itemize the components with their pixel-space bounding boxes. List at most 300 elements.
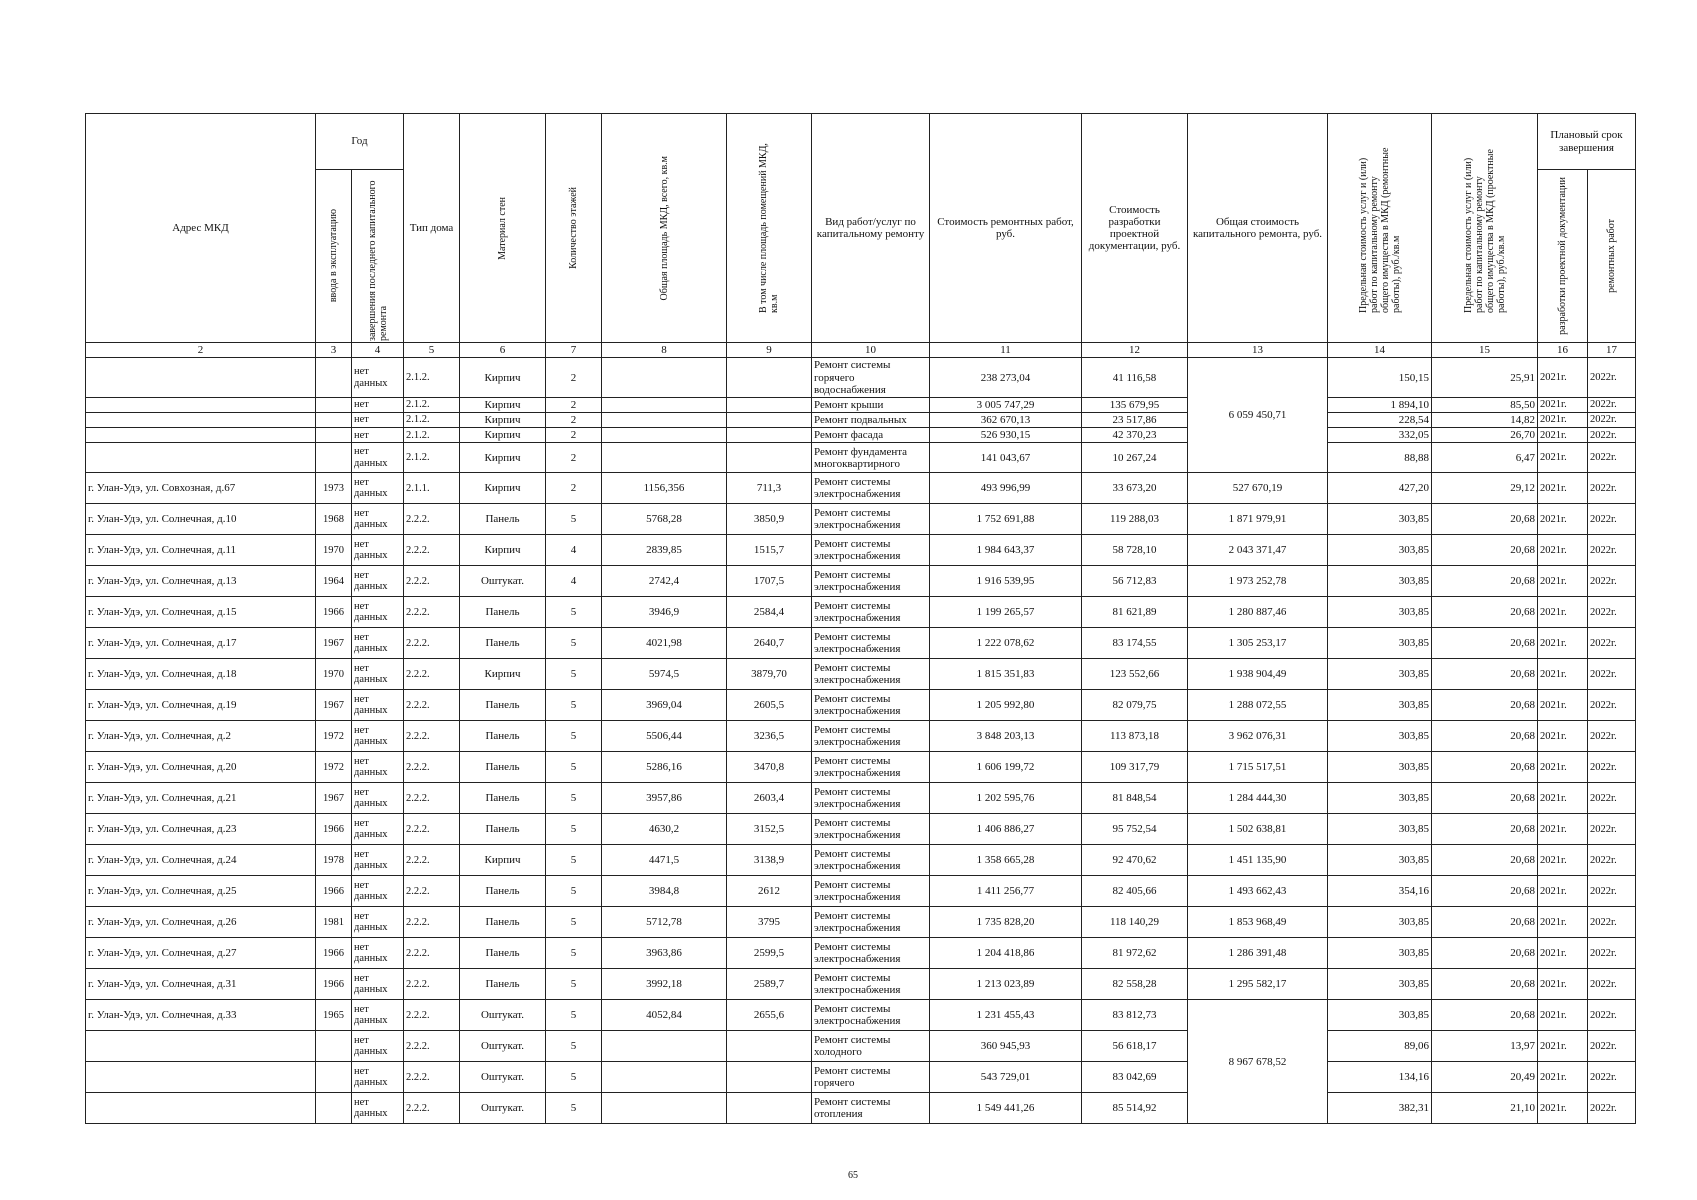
cell-premises-area: 2584,4: [727, 597, 812, 628]
cell-premises-area: 3236,5: [727, 721, 812, 752]
header-deadline-group: Плановый срок завершения: [1538, 114, 1636, 170]
cell-floors: 5: [546, 1031, 602, 1062]
cell-year-last-repair: нет данных: [352, 597, 404, 628]
cell-floors: 5: [546, 1000, 602, 1031]
table-row: [86, 535, 1636, 566]
cell-limit-design: 20,68: [1432, 783, 1538, 814]
cell-deadline-repair: 2022г.: [1588, 1093, 1636, 1124]
cell-deadline-design: 2021г.: [1538, 783, 1588, 814]
cell-design-cost: 123 552,66: [1082, 659, 1188, 690]
cell-year-last-repair: нет данных: [352, 473, 404, 504]
cell-wall-material: Кирпич: [460, 428, 546, 443]
cell-premises-area: 3152,5: [727, 814, 812, 845]
cell-house-type: 2.1.2.: [404, 398, 460, 413]
cell-deadline-repair: 2022г.: [1588, 566, 1636, 597]
column-number: 2: [86, 343, 316, 358]
cell-house-type: 2.2.2.: [404, 783, 460, 814]
table-row: [86, 752, 1636, 783]
cell-floors: 5: [546, 690, 602, 721]
cell-address: [86, 443, 316, 473]
table-row: [86, 907, 1636, 938]
cell-premises-area: 2599,5: [727, 938, 812, 969]
cell-work-type: Ремонт системы электроснабжения: [812, 783, 930, 814]
table-row: [86, 969, 1636, 1000]
cell-total-cost-merged: 8 967 678,52: [1188, 1000, 1328, 1124]
cell-year-commission: 1966: [316, 969, 352, 1000]
header-house-type: Тип дома: [404, 114, 460, 343]
cell-deadline-repair: 2022г.: [1588, 398, 1636, 413]
cell-year-commission: 1981: [316, 907, 352, 938]
page-number: 65: [848, 1170, 858, 1181]
cell-repair-cost: 1 358 665,28: [930, 845, 1082, 876]
cell-limit-design: 29,12: [1432, 473, 1538, 504]
cell-year-commission: 1966: [316, 938, 352, 969]
cell-deadline-design: 2021г.: [1538, 1062, 1588, 1093]
cell-repair-cost: 1 202 595,76: [930, 783, 1082, 814]
cell-house-type: 2.2.2.: [404, 1031, 460, 1062]
cell-deadline-repair: 2022г.: [1588, 969, 1636, 1000]
cell-deadline-repair: 2022г.: [1588, 504, 1636, 535]
cell-limit-repair: 382,31: [1328, 1093, 1432, 1124]
cell-year-commission: 1967: [316, 690, 352, 721]
cell-total-cost: 1 502 638,81: [1188, 814, 1328, 845]
cell-house-type: 2.2.2.: [404, 597, 460, 628]
cell-deadline-repair: 2022г.: [1588, 938, 1636, 969]
cell-premises-area: [727, 443, 812, 473]
cell-house-type: 2.2.2.: [404, 938, 460, 969]
cell-address: г. Улан-Удэ, ул. Солнечная, д.33: [86, 1000, 316, 1031]
table-row: [86, 721, 1636, 752]
cell-repair-cost: 1 406 886,27: [930, 814, 1082, 845]
cell-year-commission: 1964: [316, 566, 352, 597]
header-design-cost: Стоимость разработки проектной документации, руб.: [1082, 114, 1188, 343]
cell-year-commission: [316, 398, 352, 413]
cell-year-last-repair: нет данных: [352, 690, 404, 721]
cell-repair-cost: 1 213 023,89: [930, 969, 1082, 1000]
cell-deadline-design: 2021г.: [1538, 659, 1588, 690]
cell-floors: 4: [546, 535, 602, 566]
cell-design-cost: 41 116,58: [1082, 358, 1188, 398]
cell-total-area: 4052,84: [602, 1000, 727, 1031]
cell-wall-material: Оштукат.: [460, 1031, 546, 1062]
cell-house-type: 2.2.2.: [404, 566, 460, 597]
cell-wall-material: Кирпич: [460, 473, 546, 504]
cell-deadline-design: 2021г.: [1538, 428, 1588, 443]
cell-year-commission: 1972: [316, 752, 352, 783]
cell-premises-area: [727, 428, 812, 443]
cell-year-last-repair: нет данных: [352, 876, 404, 907]
cell-work-type: Ремонт фундамента многоквартирного: [812, 443, 930, 473]
table-row: [86, 783, 1636, 814]
cell-floors: 5: [546, 752, 602, 783]
cell-address: [86, 358, 316, 398]
cell-limit-design: 20,68: [1432, 907, 1538, 938]
cell-limit-design: 25,91: [1432, 358, 1538, 398]
cell-deadline-design: 2021г.: [1538, 845, 1588, 876]
cell-total-area: 2742,4: [602, 566, 727, 597]
cell-year-commission: [316, 428, 352, 443]
table-row: [86, 876, 1636, 907]
cell-work-type: Ремонт системы электроснабжения: [812, 597, 930, 628]
cell-house-type: 2.2.2.: [404, 1093, 460, 1124]
cell-house-type: 2.1.1.: [404, 473, 460, 504]
cell-floors: 5: [546, 783, 602, 814]
header-floors: Количество этажей: [546, 114, 602, 343]
cell-deadline-repair: 2022г.: [1588, 721, 1636, 752]
header-year-group: Год: [316, 114, 404, 170]
cell-repair-cost: 1 549 441,26: [930, 1093, 1082, 1124]
cell-work-type: Ремонт системы электроснабжения: [812, 814, 930, 845]
cell-work-type: Ремонт системы электроснабжения: [812, 504, 930, 535]
cell-design-cost: 81 621,89: [1082, 597, 1188, 628]
cell-year-commission: 1972: [316, 721, 352, 752]
table-row: [86, 628, 1636, 659]
cell-limit-design: 21,10: [1432, 1093, 1538, 1124]
cell-premises-area: [727, 358, 812, 398]
table-row: [86, 938, 1636, 969]
cell-limit-repair: 303,85: [1328, 907, 1432, 938]
cell-design-cost: 56 712,83: [1082, 566, 1188, 597]
cell-year-last-repair: нет данных: [352, 1031, 404, 1062]
cell-work-type: Ремонт системы горячего водоснабжения: [812, 358, 930, 398]
cell-design-cost: 82 558,28: [1082, 969, 1188, 1000]
cell-house-type: 2.2.2.: [404, 907, 460, 938]
cell-limit-design: 20,68: [1432, 814, 1538, 845]
cell-premises-area: 3138,9: [727, 845, 812, 876]
cell-house-type: 2.2.2.: [404, 814, 460, 845]
cell-wall-material: Оштукат.: [460, 1000, 546, 1031]
cell-deadline-design: 2021г.: [1538, 628, 1588, 659]
cell-limit-design: 20,49: [1432, 1062, 1538, 1093]
cell-repair-cost: 1 411 256,77: [930, 876, 1082, 907]
cell-work-type: Ремонт системы электроснабжения: [812, 938, 930, 969]
header-total-area: Общая площадь МКД, всего, кв.м: [602, 114, 727, 343]
cell-design-cost: 92 470,62: [1082, 845, 1188, 876]
cell-repair-cost: 1 752 691,88: [930, 504, 1082, 535]
cell-limit-repair: 354,16: [1328, 876, 1432, 907]
cell-year-commission: 1978: [316, 845, 352, 876]
cell-design-cost: 82 079,75: [1082, 690, 1188, 721]
cell-limit-repair: 303,85: [1328, 659, 1432, 690]
cell-total-cost: 1 286 391,48: [1188, 938, 1328, 969]
header-limit-design: Предельная стоимость услуг и (или) работ по капитальному ремонту общего имущества в МКД (проектные работы), руб./кв.м: [1432, 114, 1538, 343]
cell-wall-material: Кирпич: [460, 413, 546, 428]
cell-year-last-repair: нет данных: [352, 443, 404, 473]
cell-limit-repair: 427,20: [1328, 473, 1432, 504]
cell-deadline-repair: 2022г.: [1588, 535, 1636, 566]
cell-work-type: Ремонт системы электроснабжения: [812, 1000, 930, 1031]
cell-address: [86, 398, 316, 413]
table-row: [86, 597, 1636, 628]
cell-year-last-repair: нет данных: [352, 628, 404, 659]
column-number: 9: [727, 343, 812, 358]
table-row: [86, 1062, 1636, 1093]
cell-floors: 2: [546, 473, 602, 504]
cell-limit-design: 20,68: [1432, 597, 1538, 628]
table-row: [86, 1093, 1636, 1124]
cell-floors: 5: [546, 1062, 602, 1093]
cell-address: г. Улан-Удэ, ул. Солнечная, д.20: [86, 752, 316, 783]
cell-address: г. Улан-Удэ, ул. Солнечная, д.31: [86, 969, 316, 1000]
cell-premises-area: [727, 413, 812, 428]
cell-deadline-repair: 2022г.: [1588, 1062, 1636, 1093]
cell-deadline-repair: 2022г.: [1588, 1000, 1636, 1031]
cell-total-cost: 2 043 371,47: [1188, 535, 1328, 566]
cell-limit-design: 20,68: [1432, 721, 1538, 752]
cell-limit-design: 20,68: [1432, 504, 1538, 535]
cell-limit-repair: 303,85: [1328, 597, 1432, 628]
cell-repair-cost: 1 735 828,20: [930, 907, 1082, 938]
cell-limit-repair: 134,16: [1328, 1062, 1432, 1093]
column-number: 12: [1082, 343, 1188, 358]
column-number: 7: [546, 343, 602, 358]
table-row: [86, 504, 1636, 535]
cell-deadline-repair: 2022г.: [1588, 428, 1636, 443]
cell-total-area: [602, 358, 727, 398]
header-work-type: Вид работ/услуг по капитальному ремонту: [812, 114, 930, 343]
cell-wall-material: Панель: [460, 628, 546, 659]
cell-premises-area: 2612: [727, 876, 812, 907]
cell-deadline-design: 2021г.: [1538, 398, 1588, 413]
header-deadline-repair: ремонтных работ: [1588, 170, 1636, 343]
cell-floors: 2: [546, 358, 602, 398]
table-row: [86, 1031, 1636, 1062]
cell-year-last-repair: нет данных: [352, 907, 404, 938]
cell-year-last-repair: нет: [352, 398, 404, 413]
cell-work-type: Ремонт системы электроснабжения: [812, 566, 930, 597]
cell-design-cost: 113 873,18: [1082, 721, 1188, 752]
cell-deadline-design: 2021г.: [1538, 566, 1588, 597]
cell-work-type: Ремонт системы электроснабжения: [812, 876, 930, 907]
cell-year-commission: 1967: [316, 628, 352, 659]
cell-deadline-design: 2021г.: [1538, 443, 1588, 473]
cell-total-area: 3963,86: [602, 938, 727, 969]
cell-limit-repair: 303,85: [1328, 504, 1432, 535]
cell-house-type: 2.2.2.: [404, 752, 460, 783]
cell-premises-area: [727, 1031, 812, 1062]
cell-work-type: Ремонт системы горячего: [812, 1062, 930, 1093]
cell-limit-repair: 303,85: [1328, 938, 1432, 969]
cell-repair-cost: 1 199 265,57: [930, 597, 1082, 628]
cell-premises-area: 1707,5: [727, 566, 812, 597]
cell-total-area: [602, 413, 727, 428]
cell-limit-design: 6,47: [1432, 443, 1538, 473]
cell-design-cost: 56 618,17: [1082, 1031, 1188, 1062]
cell-floors: 2: [546, 443, 602, 473]
cell-year-commission: 1966: [316, 876, 352, 907]
cell-total-area: [602, 428, 727, 443]
cell-address: [86, 413, 316, 428]
cell-deadline-design: 2021г.: [1538, 690, 1588, 721]
cell-year-commission: [316, 443, 352, 473]
cell-limit-repair: 303,85: [1328, 535, 1432, 566]
cell-deadline-repair: 2022г.: [1588, 814, 1636, 845]
cell-wall-material: Кирпич: [460, 845, 546, 876]
cell-total-area: 3969,04: [602, 690, 727, 721]
cell-wall-material: Панель: [460, 690, 546, 721]
cell-work-type: Ремонт фасада: [812, 428, 930, 443]
cell-floors: 5: [546, 721, 602, 752]
cell-limit-repair: 303,85: [1328, 969, 1432, 1000]
column-number: 17: [1588, 343, 1636, 358]
cell-deadline-repair: 2022г.: [1588, 690, 1636, 721]
cell-house-type: 2.2.2.: [404, 845, 460, 876]
cell-total-area: 5974,5: [602, 659, 727, 690]
cell-limit-design: 20,68: [1432, 876, 1538, 907]
cell-year-commission: [316, 1062, 352, 1093]
cell-house-type: 2.2.2.: [404, 876, 460, 907]
cell-total-area: 5712,78: [602, 907, 727, 938]
cell-wall-material: Панель: [460, 938, 546, 969]
cell-design-cost: 83 042,69: [1082, 1062, 1188, 1093]
cell-year-commission: 1966: [316, 597, 352, 628]
cell-total-cost: 1 938 904,49: [1188, 659, 1328, 690]
cell-total-area: 3984,8: [602, 876, 727, 907]
cell-total-area: [602, 1093, 727, 1124]
cell-total-area: [602, 1062, 727, 1093]
cell-design-cost: 81 972,62: [1082, 938, 1188, 969]
cell-address: г. Улан-Удэ, ул. Солнечная, д.18: [86, 659, 316, 690]
cell-floors: 5: [546, 907, 602, 938]
cell-wall-material: Кирпич: [460, 358, 546, 398]
cell-total-area: [602, 443, 727, 473]
cell-deadline-design: 2021г.: [1538, 814, 1588, 845]
cell-deadline-design: 2021г.: [1538, 413, 1588, 428]
cell-limit-repair: 303,85: [1328, 721, 1432, 752]
cell-address: г. Улан-Удэ, ул. Солнечная, д.19: [86, 690, 316, 721]
cell-year-last-repair: нет данных: [352, 752, 404, 783]
cell-floors: 5: [546, 814, 602, 845]
cell-year-commission: 1965: [316, 1000, 352, 1031]
cell-premises-area: 711,3: [727, 473, 812, 504]
table-row: [86, 473, 1636, 504]
cell-deadline-repair: 2022г.: [1588, 358, 1636, 398]
cell-year-commission: 1967: [316, 783, 352, 814]
cell-address: г. Улан-Удэ, ул. Солнечная, д.15: [86, 597, 316, 628]
cell-house-type: 2.2.2.: [404, 721, 460, 752]
cell-premises-area: 3795: [727, 907, 812, 938]
table-row: [86, 398, 1636, 413]
cell-year-last-repair: нет данных: [352, 566, 404, 597]
cell-limit-repair: 228,54: [1328, 413, 1432, 428]
cell-floors: 2: [546, 398, 602, 413]
cell-wall-material: Панель: [460, 969, 546, 1000]
cell-year-last-repair: нет данных: [352, 845, 404, 876]
cell-repair-cost: 1 204 418,86: [930, 938, 1082, 969]
cell-wall-material: Кирпич: [460, 443, 546, 473]
column-number-row: [86, 343, 1636, 358]
cell-deadline-design: 2021г.: [1538, 358, 1588, 398]
cell-deadline-repair: 2022г.: [1588, 907, 1636, 938]
cell-work-type: Ремонт системы электроснабжения: [812, 752, 930, 783]
cell-work-type: Ремонт системы электроснабжения: [812, 845, 930, 876]
cell-deadline-repair: 2022г.: [1588, 628, 1636, 659]
cell-limit-design: 20,68: [1432, 659, 1538, 690]
cell-repair-cost: 1 984 643,37: [930, 535, 1082, 566]
cell-address: г. Улан-Удэ, ул. Солнечная, д.21: [86, 783, 316, 814]
header-year-last-repair: завершения последнего капитального ремонта: [352, 170, 404, 343]
cell-deadline-repair: 2022г.: [1588, 413, 1636, 428]
table-row: [86, 413, 1636, 428]
cell-wall-material: Оштукат.: [460, 1062, 546, 1093]
cell-premises-area: [727, 1093, 812, 1124]
column-number: 11: [930, 343, 1082, 358]
cell-total-cost: 1 295 582,17: [1188, 969, 1328, 1000]
cell-address: г. Улан-Удэ, ул. Солнечная, д.26: [86, 907, 316, 938]
table-row: [86, 690, 1636, 721]
cell-address: г. Улан-Удэ, ул. Солнечная, д.17: [86, 628, 316, 659]
cell-house-type: 2.1.2.: [404, 428, 460, 443]
cell-year-last-repair: нет данных: [352, 358, 404, 398]
cell-design-cost: 119 288,03: [1082, 504, 1188, 535]
cell-limit-design: 20,68: [1432, 969, 1538, 1000]
cell-repair-cost: 1 916 539,95: [930, 566, 1082, 597]
cell-total-cost: 1 305 253,17: [1188, 628, 1328, 659]
cell-premises-area: 2655,6: [727, 1000, 812, 1031]
cell-premises-area: 2605,5: [727, 690, 812, 721]
cell-total-area: 4630,2: [602, 814, 727, 845]
cell-limit-design: 85,50: [1432, 398, 1538, 413]
cell-design-cost: 82 405,66: [1082, 876, 1188, 907]
repair-register-table: [85, 113, 1636, 1124]
cell-year-last-repair: нет данных: [352, 504, 404, 535]
cell-limit-repair: 88,88: [1328, 443, 1432, 473]
cell-total-cost: 1 280 887,46: [1188, 597, 1328, 628]
cell-address: [86, 1093, 316, 1124]
cell-wall-material: Кирпич: [460, 535, 546, 566]
header-address: Адрес МКД: [86, 114, 316, 343]
cell-address: [86, 1062, 316, 1093]
header-premises-area: В том числе площадь помещений МКД, кв.м: [727, 114, 812, 343]
cell-wall-material: Панель: [460, 783, 546, 814]
cell-address: г. Улан-Удэ, ул. Солнечная, д.2: [86, 721, 316, 752]
cell-house-type: 2.2.2.: [404, 659, 460, 690]
cell-limit-repair: 89,06: [1328, 1031, 1432, 1062]
cell-year-last-repair: нет данных: [352, 814, 404, 845]
cell-deadline-repair: 2022г.: [1588, 1031, 1636, 1062]
cell-deadline-design: 2021г.: [1538, 473, 1588, 504]
cell-total-cost: 1 871 979,91: [1188, 504, 1328, 535]
cell-repair-cost: 141 043,67: [930, 443, 1082, 473]
cell-house-type: 2.2.2.: [404, 690, 460, 721]
cell-limit-design: 20,68: [1432, 1000, 1538, 1031]
column-number: 6: [460, 343, 546, 358]
cell-house-type: 2.1.2.: [404, 443, 460, 473]
cell-deadline-repair: 2022г.: [1588, 473, 1636, 504]
header-total-cost: Общая стоимость капитального ремонта, руб.: [1188, 114, 1328, 343]
cell-limit-repair: 303,85: [1328, 628, 1432, 659]
cell-work-type: Ремонт системы электроснабжения: [812, 628, 930, 659]
cell-limit-repair: 303,85: [1328, 566, 1432, 597]
cell-deadline-repair: 2022г.: [1588, 783, 1636, 814]
cell-address: г. Улан-Удэ, ул. Солнечная, д.25: [86, 876, 316, 907]
cell-work-type: Ремонт подвальных: [812, 413, 930, 428]
cell-work-type: Ремонт крыши: [812, 398, 930, 413]
column-number: 3: [316, 343, 352, 358]
cell-total-cost: 1 853 968,49: [1188, 907, 1328, 938]
cell-limit-repair: 303,85: [1328, 752, 1432, 783]
cell-house-type: 2.2.2.: [404, 1062, 460, 1093]
cell-premises-area: 3879,70: [727, 659, 812, 690]
header-repair-cost: Стоимость ремонтных работ, руб.: [930, 114, 1082, 343]
cell-wall-material: Кирпич: [460, 398, 546, 413]
cell-work-type: Ремонт системы электроснабжения: [812, 969, 930, 1000]
cell-design-cost: 109 317,79: [1082, 752, 1188, 783]
cell-address: г. Улан-Удэ, ул. Солнечная, д.11: [86, 535, 316, 566]
cell-limit-design: 20,68: [1432, 535, 1538, 566]
cell-house-type: 2.2.2.: [404, 1000, 460, 1031]
cell-limit-repair: 303,85: [1328, 690, 1432, 721]
